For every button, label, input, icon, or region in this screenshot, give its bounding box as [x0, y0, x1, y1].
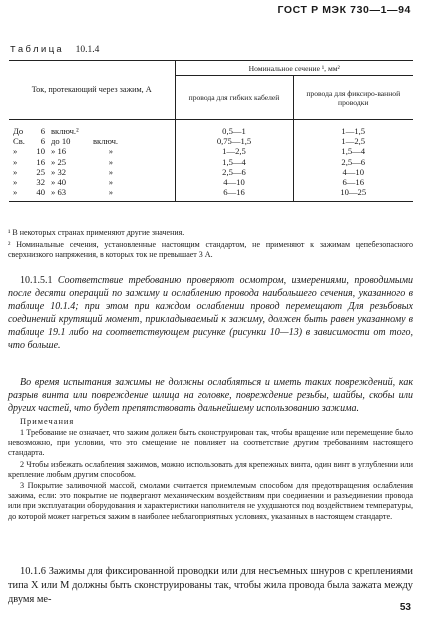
- note-3: 3 Покрытие заливочной массой, смолами считается приемлемым способом для предотвращения ослабления зажима, если: это покрытие не подвергают механическим воздействиям при соединении и разъединении провода или при эксплуатации оборудования и характеристики наполнителя не ухудшаются под воздействием температуры, до которой может нагреться зажим в наиболее неблагоприятных условиях, указанных в настоящем стандарте.: [8, 481, 413, 521]
- table-cell: 4—10: [223, 176, 245, 187]
- table-title-word: Таблица: [10, 44, 64, 55]
- paragraph-10-1-5-1: [8, 275, 413, 352]
- table-title: [10, 44, 99, 55]
- table-cell: 2,5—6: [222, 166, 246, 177]
- table-row: » 32 » 40 »: [13, 176, 113, 187]
- table-row: » 40 » 63 »: [13, 187, 113, 198]
- table-cell: 0,5—1: [222, 126, 246, 136]
- notes-heading: Примечания: [20, 417, 75, 426]
- table-cell: 4—10: [342, 166, 364, 177]
- current-ranges-cell: [9, 120, 175, 202]
- table-row: До 6 включ.²: [13, 126, 79, 136]
- table-number: 10.1.4: [75, 45, 100, 55]
- table-cell: 1,5—4: [341, 146, 366, 157]
- flexible-values-cell: [175, 120, 293, 202]
- column-header-current: Ток, протекающий через зажим, А: [9, 61, 175, 120]
- table-cell: 6—16: [342, 176, 364, 187]
- paragraph-text: Соответствие требованию проверяют осмотром, измерениями, проводимыми после десяти операций по зажиму и ослаблению провода наибольшего сечения, указанного в таблице 10.1.4; при этом при каждом ослаблении провод перемещают Для резьбовых соединений крутящий момент, прикладываемый к зажиму, должен быть равен указанному в таблице 19.1 либо на соответствующем рисунке (рисунки 10—13) в зависимости от того, что больше.: [8, 275, 413, 351]
- note-2: 2 Чтобы избежать ослабления зажимов, можно использовать для крепежных винта, один винт в углублении или крепление любым другим способом.: [8, 460, 413, 480]
- document-header: ГОСТ Р МЭК 730—1—94: [277, 4, 411, 16]
- table-row: » 10 » 16 »: [13, 146, 113, 157]
- table-row: » 16 » 25 »: [13, 156, 113, 167]
- footnote-1: ¹ В некоторых странах применяют другие значения.: [8, 228, 185, 237]
- section-table: [9, 60, 413, 202]
- fixed-values-cell: [293, 120, 413, 202]
- paragraph-10-1-6: 10.1.6 Зажимы для фиксированной проводки или для несъемных шнуров с креплениями типа X или M должны быть сконструированы так, чтобы жила провода была зажата между двумя ме-: [8, 566, 413, 605]
- paragraph-test-condition: Во время испытания зажимы не должны ослабляться и иметь таких повреждений, как разрыв винта или повреждение шлица на головке, повреждение резьбы, шайбы, скобы или других частей, что будет препятствовать дальнейшему использованию зажима.: [8, 377, 413, 414]
- table-cell: 6—16: [223, 187, 245, 198]
- table-row: Св. 6 до 10 включ.: [13, 136, 119, 147]
- note-1: 1 Требование не означает, что зажим должен быть сконструирован так, чтобы вращение или перемещение было невозможно, при условии, что это смещение не повлияет на соответствие другим требованиям настоящего стандарта.: [8, 428, 413, 458]
- footnote-2: ² Номинальные сечения, установленные настоящим стандартом, не применяют к зажимам цепебезопасного сверхнизкого напряжения, в которых ток не превышает 3 А.: [8, 240, 413, 259]
- table-cell: 0,75—1,5: [216, 136, 252, 147]
- table-cell: 10—25: [340, 187, 367, 198]
- column-header-fixed: провода для фиксиро-ванной проводки: [293, 76, 413, 120]
- column-header-section: Номинальное сечение ¹, мм²: [175, 61, 413, 76]
- paragraph-number: 10.1.5.1: [20, 275, 53, 286]
- table-cell: 1—1,5: [341, 126, 366, 136]
- column-header-flexible: провода для гибких кабелей: [175, 76, 293, 120]
- table-cell: 1—2,5: [341, 136, 366, 147]
- table-row: » 25 » 32 »: [13, 166, 113, 177]
- table-cell: 2,5—6: [341, 156, 366, 167]
- page-number: 53: [399, 602, 411, 613]
- table-cell: 1,5—4: [222, 156, 246, 167]
- table-cell: 1—2,5: [222, 146, 246, 157]
